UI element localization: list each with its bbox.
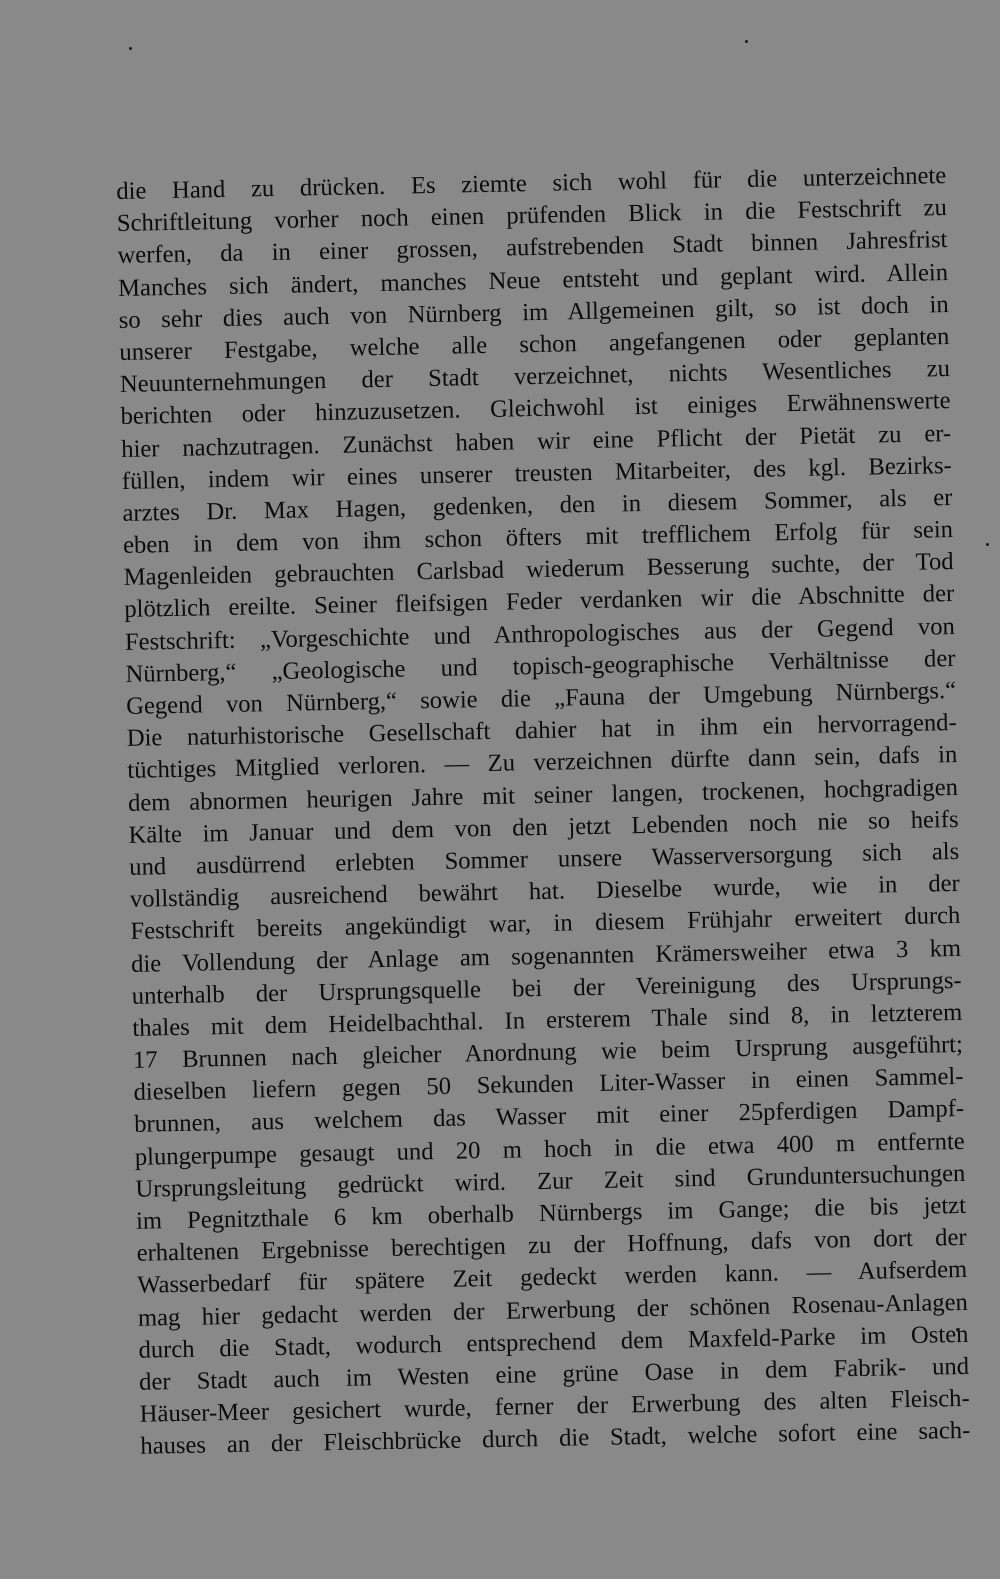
text-line: plungerpumpe gesaugt und 20 m hoch in die etwa 400 m entfernte: [134, 1127, 965, 1171]
text-line: Festschrift: „Vorgeschichte und Anthropologisches aus der Gegend von: [124, 612, 956, 656]
text-line: füllen, indem wir eines unserer treusten Mitarbeiter, des kgl. Bezirks-: [121, 451, 952, 495]
text-line: die Hand zu drücken. Es ziemte sich wohl für die unterzeichnete: [116, 162, 947, 205]
text-line: erhaltenen Ergebnisse berechtigen zu der Hoffnung, dafs von dort der: [136, 1224, 967, 1267]
text-line: Wasserbedarf für spätere Zeit gedeckt werden kann. — Aufserdem: [137, 1256, 968, 1300]
text-line: so sehr dies auch von Nürnberg im Allgemeinen gilt, so ist doch in: [118, 290, 949, 334]
text-line: tüchtiges Mitglied verloren. — Zu verzeichnen dürfte dann sein, dafs in: [127, 741, 958, 785]
text-line: dieselben liefern gegen 50 Sekunden Liter-Wasser in einen Sammel-: [133, 1063, 964, 1107]
text-line: Neuunternehmungen der Stadt verzeichnet, nichts Wesentliches zu: [119, 355, 951, 399]
text-line: im Pegnitzthale 6 km oberhalb Nürnbergs im Gange; die bis jetzt: [135, 1191, 967, 1235]
text-line: dem abnormen heurigen Jahre mit seiner langen, trockenen, hochgradigen: [127, 773, 959, 817]
body-text: [116, 160, 971, 1463]
text-line: eben in dem von ihm schon öfters mit trefflichem Erfolg für sein: [122, 516, 954, 559]
text-line: Die naturhistorische Gesellschaft dahier hat in ihm ein hervorragend-: [126, 709, 957, 753]
text-line: thales mit dem Heidelbachthal. In ersterem Thale sind 8, in letzterem: [132, 998, 963, 1042]
text-line: unterhalb der Ursprungsquelle bei der Vereinigung des Ursprungs-: [131, 966, 962, 1010]
text-line: berichten oder hinzuzusetzen. Gleichwohl ist einiges Erwähnenswerte: [120, 387, 951, 431]
text-line: durch die Stadt, wodurch entsprechend dem Maxfeld-Parke im Osten: [138, 1320, 969, 1364]
text-line: Festschrift bereits angekündigt war, in diesem Frühjahr erweitert durch: [130, 902, 961, 946]
text-line: arztes Dr. Max Hagen, gedenken, den in diesem Sommer, als er: [122, 483, 953, 527]
text-line: Nürnberg,“ „Geologische und topisch-geographische Verhältnisse der: [125, 644, 956, 688]
text-line: Häuser-Meer gesichert wurde, ferner der Erwerbung des alten Fleisch-: [139, 1384, 970, 1428]
scan-speck: [129, 47, 132, 50]
text-line: der Stadt auch im Westen eine grüne Oase in dem Fabrik- und: [138, 1352, 970, 1396]
text-line: 17 Brunnen nach gleicher Anordnung wie beim Ursprung ausgeführt;: [132, 1030, 964, 1074]
text-line: hauses an der Fleischbrücke durch die Stadt, welche sofort eine sach-: [140, 1417, 971, 1461]
text-line: Magenleiden gebrauchten Carlsbad wiederum Besserung suchte, der Tod: [123, 548, 954, 592]
text-line: Kälte im Januar und dem von den jetzt Lebenden noch nie so heifs: [128, 805, 959, 849]
scan-speck: [745, 40, 748, 43]
text-line: werfen, da in einer grossen, aufstrebenden Stadt binnen Jahresfrist: [117, 226, 948, 270]
text-line: hier nachzutragen. Zunächst haben wir eine Pflicht der Pietät zu er-: [120, 419, 952, 463]
scan-speck: [986, 543, 989, 546]
text-line: plötzlich ereilte. Seiner fleifsigen Feder verdanken wir die Abschnitte der: [124, 580, 955, 624]
text-line: unserer Festgabe, welche alle schon angefangenen oder geplanten: [119, 322, 950, 366]
text-line: Manches sich ändert, manches Neue entsteht und geplant wird. Allein: [117, 258, 949, 302]
text-line: die Vollendung der Anlage am sogenannten Krämersweiher etwa 3 km: [130, 934, 962, 978]
text-line: mag hier gedacht werden der Erwerbung der schönen Rosenau-Anlagen: [137, 1288, 969, 1332]
text-line: brunnen, aus welchem das Wasser mit einer 25pferdigen Dampf-: [133, 1095, 965, 1139]
text-line: vollständig ausreichend bewährt hat. Dieselbe wurde, wie in der: [129, 870, 960, 913]
text-line: Gegend von Nürnberg,“ sowie die „Fauna der Umgebung Nürnbergs.“: [125, 676, 957, 720]
text-line: Schriftleitung vorher noch einen prüfenden Blick in die Festschrift zu: [116, 194, 948, 238]
text-line: Ursprungsleitung gedrückt wird. Zur Zeit sind Grunduntersuchungen: [135, 1159, 966, 1203]
text-line: und ausdürrend erlebten Sommer unsere Wasserversorgung sich als: [129, 837, 960, 881]
